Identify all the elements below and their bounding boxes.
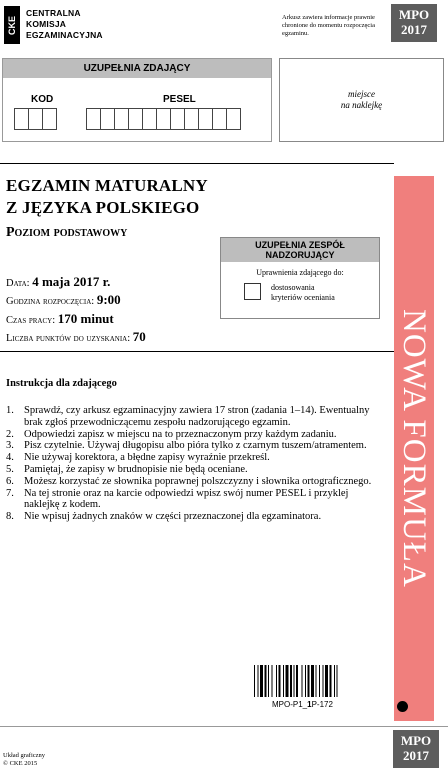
instruction-text: Pamiętaj, że zapisy w brudnopisie nie będą oceniane. xyxy=(24,463,248,475)
pesel-cell[interactable] xyxy=(156,108,171,130)
supervisor-header-line-1: UZUPEŁNIA ZESPÓŁ xyxy=(255,240,345,250)
exam-title-line-1: EGZAMIN MATURALNY xyxy=(6,176,208,195)
badge-code: MPO xyxy=(398,7,430,22)
points-label: Liczba punktów do uzyskania: xyxy=(6,333,131,344)
confidential-notice: Arkusz zawiera informacje prawnie chronione do momentu rozpoczęcia egzaminu. xyxy=(282,14,375,37)
pesel-cell[interactable] xyxy=(212,108,227,130)
pesel-cell[interactable] xyxy=(128,108,143,130)
list-item: 2. Odpowiedzi zapisz w miejscu na to przeznaczonym przy każdym zadaniu. xyxy=(6,429,386,441)
exam-duration xyxy=(6,311,114,327)
list-item: 1. Sprawdź, czy arkusz egzaminacyjny zawiera 17 stron (zadania 1–14). Ewentualny brak zgłoś przewodniczącemu zespołu nadzorującego egzamin. xyxy=(6,405,386,429)
kod-cell[interactable] xyxy=(28,108,43,130)
exam-code-badge-top xyxy=(391,4,437,42)
registration-dot xyxy=(397,701,408,712)
footer xyxy=(3,752,45,768)
kod-cell[interactable] xyxy=(42,108,57,130)
cke-logo xyxy=(4,6,103,46)
divider xyxy=(0,351,394,352)
pesel-cell[interactable] xyxy=(86,108,101,130)
instruction-text: Na tej stronie oraz na karcie odpowiedzi wpisz swój numer PESEL i przyklej naklejkę z kodem. xyxy=(24,487,349,511)
logo-line-1: CENTRALNA xyxy=(26,8,81,18)
sticker-area-label xyxy=(280,89,443,111)
pesel-label: PESEL xyxy=(163,94,196,105)
exam-date xyxy=(6,274,110,290)
exam-start-time xyxy=(6,292,121,308)
supervisor-section xyxy=(220,237,380,319)
barcode-bold: 1 xyxy=(307,700,312,709)
date-value: 4 maja 2017 r. xyxy=(32,274,111,289)
candidate-section xyxy=(2,58,272,142)
badge-year: 2017 xyxy=(403,748,429,763)
criteria-checkbox[interactable] xyxy=(244,283,261,300)
instruction-text: Sprawdź, czy arkusz egzaminacyjny zawiera 17 stron (zadania 1–14). Ewentualny brak zgłoś przewodniczącemu zespołu nadzorującego egzamin. xyxy=(24,405,370,428)
list-item: 8. Nie wpisuj żadnych znaków w części przeznaczonej dla egzaminatora. xyxy=(6,511,386,523)
pesel-cell[interactable] xyxy=(198,108,213,130)
supervisor-header-line-2: NADZORUJĄCY xyxy=(265,250,335,260)
cke-logo-mark: CKE xyxy=(4,6,20,44)
instructions-title: Instrukcja dla zdającego xyxy=(6,378,117,389)
badge-code: MPO xyxy=(400,733,432,748)
kod-label: KOD xyxy=(31,94,54,105)
list-item: 5. Pamiętaj, że zapisy w brudnopisie nie będą oceniane. xyxy=(6,464,386,476)
supervisor-section-header xyxy=(221,238,379,262)
date-label: Data: xyxy=(6,278,30,289)
list-item: 6. Możesz korzystać ze słownika poprawnej polszczyzny i słownika ortograficznego. xyxy=(6,476,386,488)
footer-line-1: Układ graficzny xyxy=(3,752,46,759)
list-item: 3. Pisz czytelnie. Używaj długopisu albo pióra tylko z czarnym tuszem/atramentem. xyxy=(6,440,386,452)
duration-label: Czas pracy: xyxy=(6,315,56,326)
pesel-cell[interactable] xyxy=(170,108,185,130)
instruction-text: Możesz korzystać ze słownika poprawnej polszczyzny i słownika ortograficznego. xyxy=(24,475,372,487)
barcode-icon xyxy=(254,665,380,697)
logo-line-3: EGZAMINACYJNA xyxy=(26,30,103,40)
sticker-area[interactable] xyxy=(279,58,444,142)
criteria-label xyxy=(271,283,335,303)
pesel-cell[interactable] xyxy=(114,108,129,130)
pesel-cell[interactable] xyxy=(226,108,241,130)
formula-band-text: NOWA FORMUŁA xyxy=(396,309,432,588)
rights-label: Uprawnienia zdającego do: xyxy=(256,268,344,277)
divider xyxy=(0,726,448,727)
start-value: 9:00 xyxy=(96,292,121,307)
divider xyxy=(0,163,394,164)
list-item: 4. Nie używaj korektora, a błędne zapisy wyraźnie przekreśl. xyxy=(6,452,386,464)
logo-line-2: KOMISJA xyxy=(26,19,67,29)
instruction-text: Pisz czytelnie. Używaj długopisu albo pióra tylko z czarnym tuszem/atramentem. xyxy=(24,440,367,452)
instruction-text: Nie wpisuj żadnych znaków w części przeznaczonej dla egzaminatora. xyxy=(24,511,322,523)
kod-cell[interactable] xyxy=(14,108,29,130)
barcode-label xyxy=(272,700,333,709)
sticker-label-line-2: na naklejkę xyxy=(340,100,383,110)
exam-level: Poziom podstawowy xyxy=(6,225,128,240)
pesel-field[interactable] xyxy=(86,108,240,130)
pesel-cell[interactable] xyxy=(142,108,157,130)
badge-year: 2017 xyxy=(401,22,427,37)
footer-line-2: © CKE 2015 xyxy=(3,760,38,767)
sticker-label-line-1: miejsce xyxy=(348,89,375,99)
exam-code-badge-bottom xyxy=(393,730,439,768)
pesel-cell[interactable] xyxy=(100,108,115,130)
start-label: Godzina rozpoczęcia: xyxy=(6,296,95,307)
duration-value: 170 minut xyxy=(57,311,114,326)
exam-points xyxy=(6,329,146,345)
instruction-text: Odpowiedzi zapisz w miejscu na to przeznaczonym przy każdym zadaniu. xyxy=(24,428,337,440)
list-item: 7. Na tej stronie oraz na karcie odpowiedzi wpisz swój numer PESEL i przyklej naklejkę z kodem. xyxy=(6,488,386,512)
instruction-text: Nie używaj korektora, a błędne zapisy wyraźnie przekreśl. xyxy=(24,452,270,464)
barcode-suffix: P-172 xyxy=(311,700,333,709)
points-value: 70 xyxy=(132,329,146,344)
pesel-cell[interactable] xyxy=(184,108,199,130)
kod-field[interactable] xyxy=(14,108,56,130)
criteria-line-2: kryteriów oceniania xyxy=(271,293,335,302)
cke-logo-text xyxy=(26,8,103,41)
exam-title-line-2: Z JĘZYKA POLSKIEGO xyxy=(6,198,200,217)
barcode-prefix: MPO-P1_ xyxy=(272,700,308,709)
candidate-section-header: UZUPEŁNIA ZDAJĄCY xyxy=(3,59,271,78)
instructions-list xyxy=(6,405,386,523)
criteria-line-1: dostosowania xyxy=(271,283,315,292)
